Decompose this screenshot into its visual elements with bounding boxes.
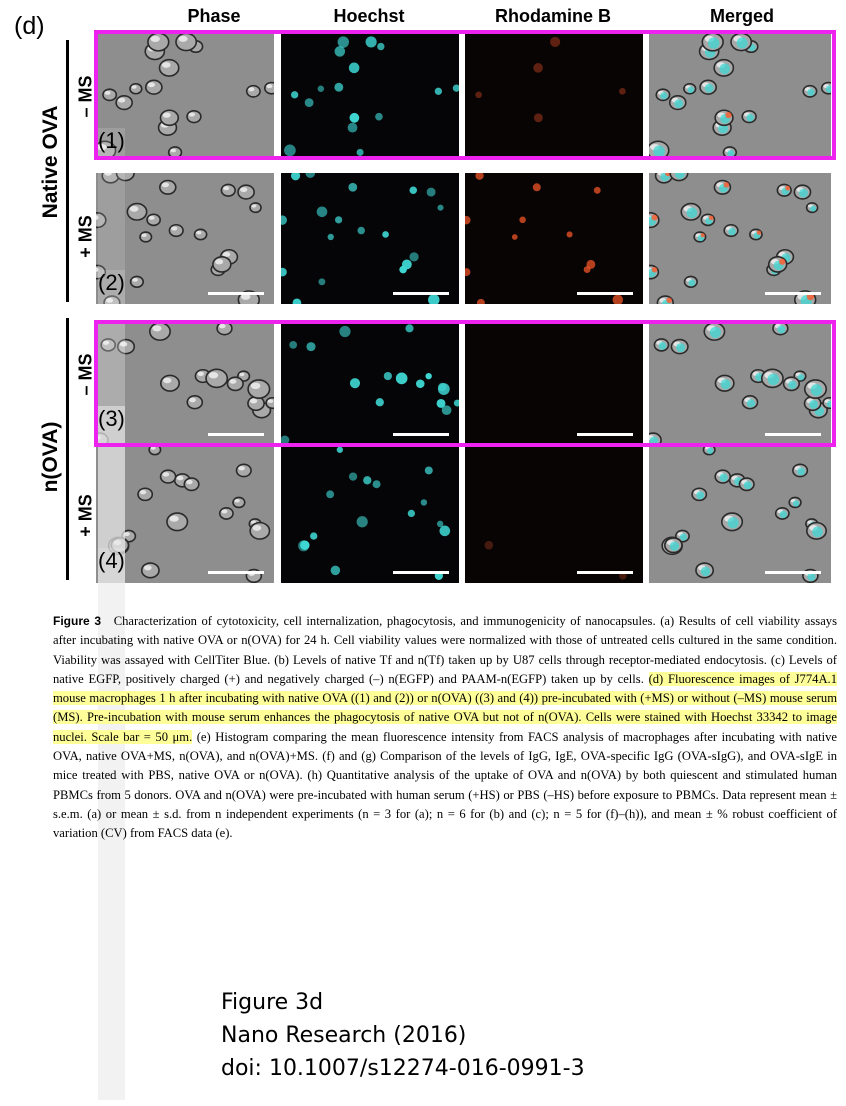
micrograph-rhodamine-row2 xyxy=(465,173,643,304)
scale-bar xyxy=(765,571,821,574)
highlight-box-row1 xyxy=(94,30,836,160)
micrograph-hoechst-row4 xyxy=(281,446,459,583)
caption-figure-label: Figure 3 xyxy=(53,614,102,628)
scale-bar xyxy=(393,571,449,574)
panel-letter: (d) xyxy=(14,12,45,40)
column-header-merged: Merged xyxy=(709,6,774,26)
condition-label-row3: – MS xyxy=(75,353,96,396)
highlight-box-row3 xyxy=(94,320,836,447)
caption-text-before: Characterization of cytotoxicity, cell internalization, phagocytosis, and immunogenicity of nanocapsules. (a) Results of cell viability assays after incubating with native OVA or n(OVA) for 24 h. Cell viability values were normalized with those of untreated cells cultured in the same condition. Viability was assayed with CellTiter Blue. (b) Levels of native Tf and n(Tf) taken up by U87 cells through receptor-mediated endocytosis. (c) Levels of native EGFP, positively charged (+) and negatively charged (–) n(EGFP) and PAAM-n(EGFP) taken up by cells. xyxy=(53,614,837,686)
citation-figure: Figure 3d xyxy=(221,990,324,1015)
scale-bar xyxy=(765,292,821,295)
scale-bar xyxy=(208,571,264,574)
row-number-2: (2) xyxy=(98,270,125,1100)
row-number-4: (4) xyxy=(98,548,125,1100)
caption-highlighted-text: (d) Fluorescence images of J774A.1 mouse macrophages 1 h after incubating with native OVA ((1) and (2)) or n(OVA) ((3) and (4)) pre-incubated with (+MS) or without (–MS) mouse serum (MS). Pre-incubation with mouse serum enhances the phagocytosis of native OVA but not of n(OVA). Cells were stained with Hoechst 33342 to image nuclei. Scale bar = 50 μm. xyxy=(53,671,837,744)
condition-label-row2: + MS xyxy=(75,215,96,258)
citation-journal: Nano Research (2016) xyxy=(221,1023,467,1048)
scale-bar xyxy=(577,571,633,574)
column-header-rhodamine: Rhodamine B xyxy=(494,6,611,26)
group-bracket-native-ova xyxy=(66,40,69,302)
citation-block xyxy=(221,986,585,1085)
micrograph-merged-row2 xyxy=(649,173,831,304)
scale-bar xyxy=(393,292,449,295)
row-number-1: (1) xyxy=(98,128,125,1100)
scale-bar xyxy=(208,292,264,295)
micrograph-hoechst-row2 xyxy=(281,173,459,304)
row-number-3: (3) xyxy=(98,406,125,1100)
citation-doi: doi: 10.1007/s12274-016-0991-3 xyxy=(221,1056,585,1081)
figure-caption xyxy=(53,612,837,844)
micrograph-rhodamine-row4 xyxy=(465,446,643,583)
condition-label-row1: – MS xyxy=(75,75,96,118)
column-header-phase: Phase xyxy=(187,6,241,26)
group-bracket-nova xyxy=(66,318,69,580)
group-label-native-ova: Native OVA xyxy=(39,105,62,219)
caption-text-after: (e) Histogram comparing the mean fluorescence intensity from FACS analysis of macrophages after incubating with native OVA, native OVA+MS, n(OVA), and n(OVA)+MS. (f) and (g) Comparison of the levels of IgG, IgE, OVA-specific IgG (OVA-sIgG), and OVA-sIgE in mice treated with PBS, native OVA or n(OVA). (h) Quantitative analysis of the uptake of OVA and n(OVA) by both quiescent and stimulated human PBMCs from 5 donors. OVA and n(OVA) were pre-incubated with human serum (+HS) or PBS (–HS) before exposure to PBMCs. Data represent mean ± s.e.m. (a) or mean ± s.d. from n independent experiments (n = 3 for (a); n = 6 for (b) and (c); n = 5 for (f)–(h)), and mean ± % robust coefficient of variation (CV) from FACS data (e). xyxy=(53,729,837,841)
column-header-hoechst: Hoechst xyxy=(333,6,405,26)
group-label-nova: n(OVA) xyxy=(39,421,62,493)
scale-bar xyxy=(577,292,633,295)
condition-label-row4: + MS xyxy=(75,494,96,537)
micrograph-merged-row4 xyxy=(649,446,831,583)
